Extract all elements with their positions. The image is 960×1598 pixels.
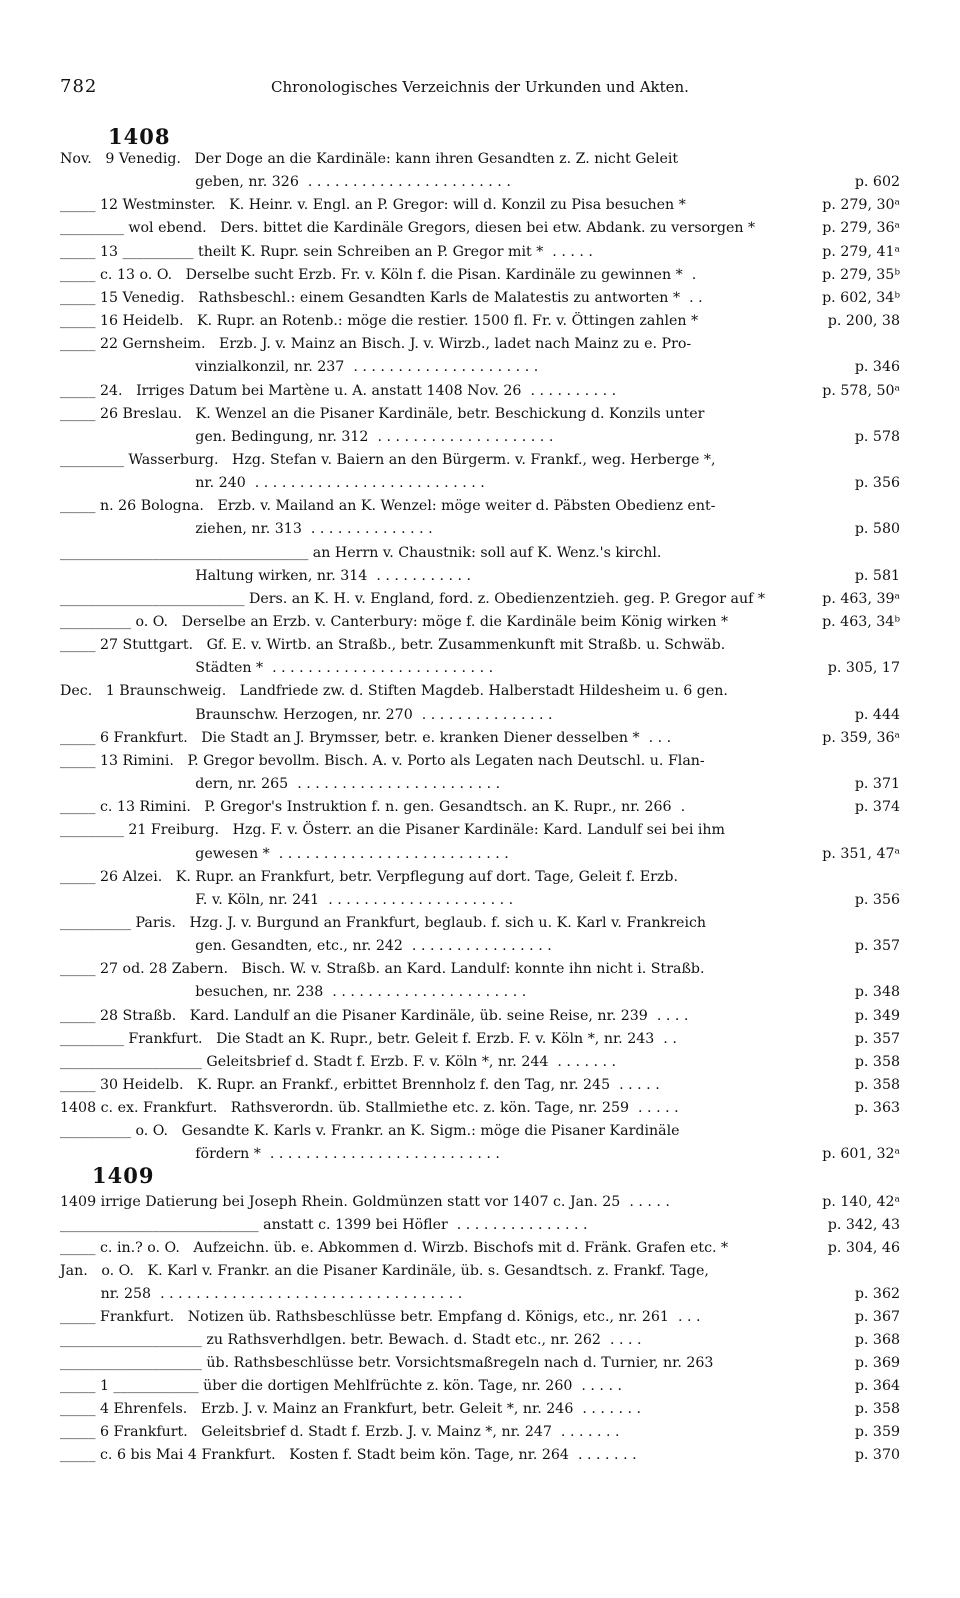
entry-text: _____ 4 Ehrenfels. Erzb. J. v. Mainz an Frankfurt, betr. Geleit *, nr. 246 . . . . . . . xyxy=(60,1401,642,1417)
entry-line xyxy=(60,1005,900,1027)
entry-line xyxy=(60,727,900,749)
entry-line xyxy=(60,1214,900,1236)
entry-text: _____ Frankfurt. Notizen üb. Rathsbeschlüsse betr. Empfang d. Königs, etc., nr. 261 . . . xyxy=(60,1309,701,1325)
entry-line xyxy=(60,1191,900,1213)
entry-text: gen. Bedingung, nr. 312 . . . . . . . . . . . . . . . . . . . . xyxy=(60,428,554,445)
page-reference: p. 581 xyxy=(854,567,900,584)
entry-line xyxy=(60,217,900,239)
page-reference: p. 368 xyxy=(854,1332,900,1348)
entry-line xyxy=(60,1444,900,1466)
page-reference: p. 356 xyxy=(854,475,900,492)
entry-text: ___________________________________ an Herrn v. Chaustnik: soll auf K. Wenz.'s kirchl. xyxy=(60,544,662,561)
entry-text: Nov. 9 Venedig. Der Doge an die Kardinäle: kann ihren Gesandten z. Z. nicht Geleit xyxy=(60,151,679,167)
entry-line xyxy=(60,426,900,448)
entry-text: __________ o. O. Gesandte K. Karls v. Frankr. an K. Sigm.: möge die Pisaner Kardinäle xyxy=(60,1123,680,1140)
page-reference: p. 359 xyxy=(854,1424,900,1440)
page-reference: p. 348 xyxy=(854,984,900,1001)
page-reference: p. 463, 39ᵃ xyxy=(822,590,900,607)
entry-text: _____ c. 6 bis Mai 4 Frankfurt. Kosten f. Stadt beim kön. Tage, nr. 264 . . . . . . . xyxy=(60,1447,637,1463)
page-reference: p. 463, 34ᵇ xyxy=(822,614,900,630)
entry-line xyxy=(60,704,900,726)
page-reference: p. 279, 30ᵃ xyxy=(822,197,900,214)
entry-text: __________________________ Ders. an K. H. v. England, ford. z. Obedienzentzieh. geg. P. Gregor auf * xyxy=(60,590,765,607)
entry-line xyxy=(60,1352,900,1374)
entry-line xyxy=(60,843,900,865)
entry-text: Haltung wirken, nr. 314 . . . . . . . . . . . xyxy=(60,567,472,584)
entry-text: __________ o. O. Derselbe an Erzb. v. Canterbury: möge f. die Kardinäle beim König wirken * xyxy=(60,614,729,630)
entry-line xyxy=(60,403,900,425)
entry-text: dern, nr. 265 . . . . . . . . . . . . . . . . . . . . . . . xyxy=(60,776,501,792)
page-reference: p. 369 xyxy=(854,1355,900,1371)
page-number: 782 xyxy=(60,76,98,97)
entry-text: 1408 c. ex. Frankfurt. Rathsverordn. üb. Stallmiethe etc. z. kön. Tage, nr. 259 . . . . . xyxy=(60,1100,679,1117)
page-reference: p. 602 xyxy=(854,174,900,191)
entry-text: Dec. 1 Braunschweig. Landfriede zw. d. Stiften Magdeb. Halberstadt Hildesheim u. 6 gen. xyxy=(60,683,728,700)
entry-text: _____ c. in.? o. O. Aufzeichn. üb. e. Abkommen d. Wirzb. Bischofs mit d. Fränk. Grafen etc. * xyxy=(60,1240,729,1256)
entry-text: _____ 12 Westminster. K. Heinr. v. Engl. an P. Gregor: will d. Konzil zu Pisa besuchen * xyxy=(60,197,686,214)
entry-line xyxy=(60,981,900,1003)
entry-line xyxy=(60,565,900,587)
page-reference: p. 279, 36ᵃ xyxy=(822,220,900,237)
entry-text: __________ Paris. Hzg. J. v. Burgund an Frankfurt, beglaub. f. sich u. K. Karl v. Frankreich xyxy=(60,914,707,931)
entry-text: ____________________ zu Rathsverhdlgen. betr. Bewach. d. Stadt etc., nr. 262 . . . . xyxy=(60,1332,642,1348)
entry-line xyxy=(60,935,900,957)
page-reference: p. 602, 34ᵇ xyxy=(822,289,900,306)
entry-text: 1409 irrige Datierung bei Joseph Rhein. Goldmünzen statt vor 1407 c. Jan. 25 . . . . . xyxy=(60,1194,670,1210)
year-heading-1409: 1409 xyxy=(92,1163,155,1188)
running-title: Chronologisches Verzeichnis der Urkunden und Akten. xyxy=(271,78,689,96)
page-reference: p. 305, 17 xyxy=(827,660,900,677)
entry-text: _____ 6 Frankfurt. Die Stadt an J. Brymsser, betr. e. kranken Diener desselben * . . . xyxy=(60,729,672,746)
entry-text: _____ c. 13 Rimini. P. Gregor's Instruktion f. n. gen. Gesandtsch. an K. Rupr., nr. 266 . xyxy=(60,799,686,816)
entry-line xyxy=(60,171,900,193)
page-reference: p. 358 xyxy=(854,1401,900,1417)
page-reference: p. 279, 41ᵃ xyxy=(822,243,900,260)
page-reference: p. 363 xyxy=(854,1100,900,1117)
page-reference: p. 351, 47ᵃ xyxy=(822,845,900,862)
page-reference: p. 349 xyxy=(854,1007,900,1024)
page-reference: p. 356 xyxy=(854,891,900,908)
entry-text: _____ 27 Stuttgart. Gf. E. v. Wirtb. an Straßb., betr. Zusammenkunft mit Straßb. u. Schwäb. xyxy=(60,637,726,654)
entry-line xyxy=(60,1375,900,1397)
entry-line xyxy=(60,1120,900,1142)
entry-line xyxy=(60,657,900,679)
entry-text: _____ 16 Heidelb. K. Rupr. an Rotenb.: möge die restier. 1500 fl. Fr. v. Öttingen zahlen * xyxy=(60,313,699,329)
entry-text: geben, nr. 326 . . . . . . . . . . . . . . . . . . . . . . . xyxy=(60,174,511,191)
entry-line xyxy=(60,1028,900,1050)
entry-text: vinzialkonzil, nr. 237 . . . . . . . . . . . . . . . . . . . . . xyxy=(60,359,539,376)
entry-line xyxy=(60,542,900,564)
entry-text: gen. Gesandten, etc., nr. 242 . . . . . . . . . . . . . . . . xyxy=(60,938,552,955)
entry-text: besuchen, nr. 238 . . . . . . . . . . . . . . . . . . . . . . xyxy=(60,984,527,1001)
entry-line xyxy=(60,866,900,888)
page-reference: p. 371 xyxy=(854,776,900,792)
entry-text: _________ Frankfurt. Die Stadt an K. Rupr., betr. Geleit f. Erzb. F. v. Köln *, nr. 243 . . xyxy=(60,1030,677,1047)
entry-text: _____ 26 Alzei. K. Rupr. an Frankfurt, betr. Verpflegung auf dort. Tage, Geleit f. Erzb. xyxy=(60,868,678,885)
entry-text: _________ 21 Freiburg. Hzg. F. v. Österr. an die Pisaner Kardinäle: Kard. Landulf sei bei ihm xyxy=(60,822,725,839)
entry-text: nr. 240 . . . . . . . . . . . . . . . . . . . . . . . . . . xyxy=(60,475,485,492)
entry-line xyxy=(60,495,900,517)
entry-text: gewesen * . . . . . . . . . . . . . . . . . . . . . . . . . . xyxy=(60,845,509,862)
entry-line xyxy=(60,449,900,471)
entry-line xyxy=(60,1283,900,1305)
page-reference: p. 358 xyxy=(854,1053,900,1070)
entry-line xyxy=(60,1260,900,1282)
entry-text: _________ Wasserburg. Hzg. Stefan v. Baiern an den Bürgerm. v. Frankf., weg. Herberge *, xyxy=(60,451,716,468)
page-header xyxy=(60,76,900,102)
entry-line xyxy=(60,1398,900,1420)
entry-line xyxy=(60,773,900,795)
entry-line xyxy=(60,194,900,216)
entry-text: _____ 24. Irriges Datum bei Martène u. A. anstatt 1408 Nov. 26 . . . . . . . . . . xyxy=(60,382,617,399)
entry-text: _____ 30 Heidelb. K. Rupr. an Frankf., erbittet Brennholz f. den Tag, nr. 245 . . . . . xyxy=(60,1077,660,1093)
page-reference: p. 200, 38 xyxy=(827,313,900,329)
entry-text: _____ 1 ____________ über die dortigen Mehlfrüchte z. kön. Tage, nr. 260 . . . . . xyxy=(60,1378,622,1394)
entry-line xyxy=(60,819,900,841)
entry-text: _____ 13 __________ theilt K. Rupr. sein Schreiben an P. Gregor mit * . . . . . xyxy=(60,243,593,260)
year-heading-1408: 1408 xyxy=(108,124,171,149)
entry-line xyxy=(60,1097,900,1119)
page-reference: p. 346 xyxy=(854,359,900,376)
page-reference: p. 358 xyxy=(854,1077,900,1093)
entry-line xyxy=(60,518,900,540)
entry-text: Jan. o. O. K. Karl v. Frankr. an die Pisaner Kardinäle, üb. s. Gesandtsch. z. Frankf. Tage, xyxy=(60,1263,709,1279)
entry-line xyxy=(60,310,900,332)
entry-text: _____ 13 Rimini. P. Gregor bevollm. Bisch. A. v. Porto als Legaten nach Deutschl. u. Flan- xyxy=(60,752,705,769)
page-reference: p. 364 xyxy=(854,1378,900,1394)
entry-line xyxy=(60,1306,900,1328)
page-reference: p. 444 xyxy=(854,706,900,723)
entry-text: F. v. Köln, nr. 241 . . . . . . . . . . . . . . . . . . . . . xyxy=(60,891,514,908)
page-reference: p. 359, 36ᵃ xyxy=(822,729,900,746)
entry-line xyxy=(60,1051,900,1073)
page-reference: p. 140, 42ᵃ xyxy=(822,1194,900,1210)
page-reference: p. 367 xyxy=(854,1309,900,1325)
entry-text: _____ 28 Straßb. Kard. Landulf an die Pisaner Kardinäle, üb. seine Reise, nr. 239 . . . . xyxy=(60,1007,689,1024)
entry-text: _____ 15 Venedig. Rathsbeschl.: einem Gesandten Karls de Malatestis zu antworten * . . xyxy=(60,289,703,306)
entry-text: _________ wol ebend. Ders. bittet die Kardinäle Gregors, diesen bei etw. Abdank. zu versorgen * xyxy=(60,220,756,237)
entry-line xyxy=(60,588,900,610)
entry-text: ____________________________ anstatt c. 1399 bei Höfler . . . . . . . . . . . . . . . xyxy=(60,1217,588,1233)
entry-line xyxy=(60,1074,900,1096)
entry-line xyxy=(60,1421,900,1443)
entry-line xyxy=(60,472,900,494)
entry-line xyxy=(60,1329,900,1351)
entry-text: Braunschw. Herzogen, nr. 270 . . . . . . . . . . . . . . . xyxy=(60,706,553,723)
entry-line xyxy=(60,1237,900,1259)
entry-text: ziehen, nr. 313 . . . . . . . . . . . . . . xyxy=(60,521,433,538)
page-reference: p. 374 xyxy=(854,799,900,816)
entry-text: _____ 6 Frankfurt. Geleitsbrief d. Stadt f. Erzb. J. v. Mainz *, nr. 247 . . . . . . . xyxy=(60,1424,620,1440)
entry-line xyxy=(60,380,900,402)
entry-text: fördern * . . . . . . . . . . . . . . . . . . . . . . . . . . xyxy=(60,1146,500,1163)
page-reference: p. 578, 50ᵃ xyxy=(822,382,900,399)
page-reference: p. 357 xyxy=(854,938,900,955)
page-reference: p. 370 xyxy=(854,1447,900,1463)
entry-line xyxy=(60,264,900,286)
page-reference: p. 580 xyxy=(854,521,900,538)
entry-text: ____________________ üb. Rathsbeschlüsse betr. Vorsichtsmaßregeln nach d. Turnier, nr. 263 xyxy=(60,1355,714,1371)
entry-line xyxy=(60,241,900,263)
entry-line xyxy=(60,750,900,772)
entry-text: ____________________ Geleitsbrief d. Stadt f. Erzb. F. v. Köln *, nr. 244 . . . . . . . xyxy=(60,1053,617,1070)
entry-line xyxy=(60,796,900,818)
entry-text: _____ 26 Breslau. K. Wenzel an die Pisaner Kardinäle, betr. Beschickung d. Konzils unter xyxy=(60,405,705,422)
page-reference: p. 279, 35ᵇ xyxy=(822,266,900,283)
entry-line xyxy=(60,148,900,170)
entry-line xyxy=(60,287,900,309)
entry-line xyxy=(60,634,900,656)
entry-line xyxy=(60,889,900,911)
page-reference: p. 601, 32ᵃ xyxy=(822,1146,900,1163)
entry-text: _____ c. 13 o. O. Derselbe sucht Erzb. Fr. v. Köln f. die Pisan. Kardinäle zu gewinnen * . xyxy=(60,266,697,283)
page-reference: p. 304, 46 xyxy=(827,1240,900,1256)
entry-line xyxy=(60,611,900,633)
page-reference: p. 357 xyxy=(854,1030,900,1047)
page-reference: p. 342, 43 xyxy=(827,1217,900,1233)
entry-line xyxy=(60,1143,900,1165)
entry-line xyxy=(60,680,900,702)
entry-line xyxy=(60,333,900,355)
entry-line xyxy=(60,356,900,378)
entry-line xyxy=(60,912,900,934)
entry-text: nr. 258 . . . . . . . . . . . . . . . . . . . . . . . . . . . . . . . . . . xyxy=(60,1286,463,1302)
entry-text: _____ 27 od. 28 Zabern. Bisch. W. v. Straßb. an Kard. Landulf: konnte ihn nicht i. Straßb. xyxy=(60,961,705,978)
page-reference: p. 362 xyxy=(854,1286,900,1302)
entry-text: Städten * . . . . . . . . . . . . . . . . . . . . . . . . . xyxy=(60,660,494,677)
entry-text: _____ n. 26 Bologna. Erzb. v. Mailand an K. Wenzel: möge weiter d. Päbsten Obedienz ent- xyxy=(60,498,716,515)
entry-line xyxy=(60,958,900,980)
entry-text: _____ 22 Gernsheim. Erzb. J. v. Mainz an Bisch. J. v. Wirzb., ladet nach Mainz zu e. Pro- xyxy=(60,336,692,353)
page-reference: p. 578 xyxy=(854,428,900,445)
